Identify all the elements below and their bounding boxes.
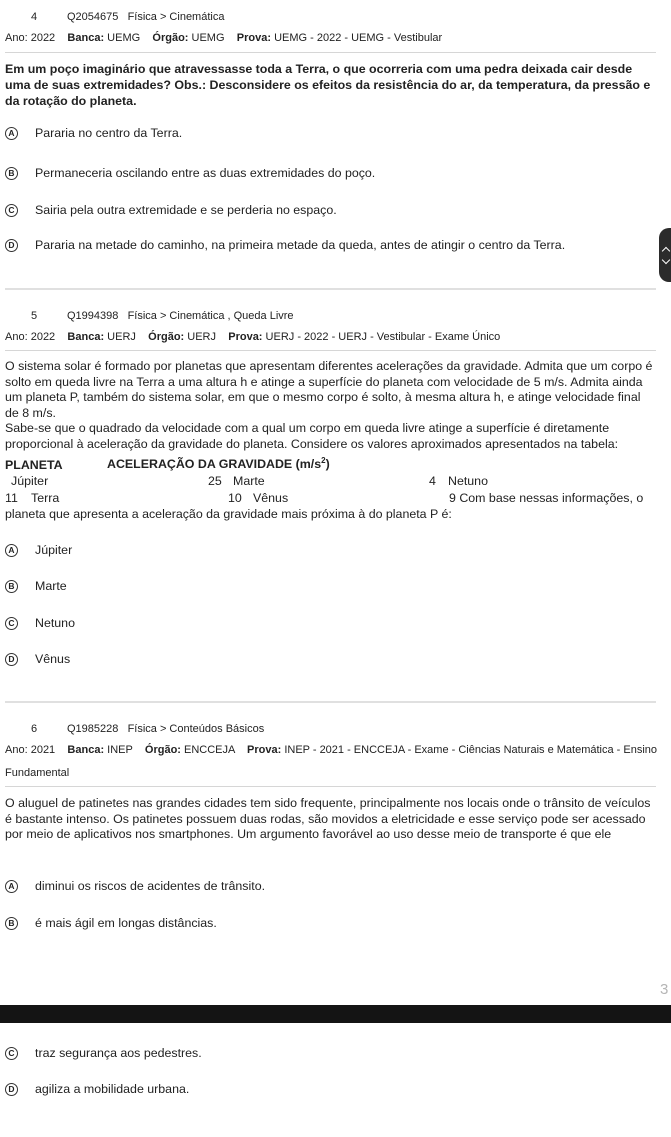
option-a[interactable] [5,542,72,558]
option-b[interactable] [5,915,217,931]
question-id-text[interactable]: Q2054675 [67,11,119,23]
table-cell: Terra [31,491,60,505]
option-a[interactable] [5,125,182,141]
question-stem: Em um poço imaginário que atravessasse toda a Terra, o que ocorreria com uma pedra deixada cair desde uma de suas extremidades? Obs.: Desconsidere os efeitos da resistência do ar, da temperatura, da pressão e da rotação do planeta. [5,62,651,108]
question-number: 6 [30,723,38,735]
question-id-text[interactable]: Q1985228 [67,723,119,735]
question-number: 4 [30,11,38,23]
option-a[interactable] [5,878,265,894]
table-cell: Vênus [253,491,289,505]
table-cell: Netuno [448,474,488,488]
table-cell: 4 [429,474,436,488]
option-text[interactable]: Júpiter [35,543,73,557]
question-meta: Ano: 2021 Banca: INEP Órgão: ENCCEJA Prova: INEP - 2021 - ENCCEJA - Exame - Ciências Naturais e Matemática - Ensino [5,744,658,756]
question-id[interactable] [67,11,224,23]
stem-paragraph: O sistema solar é formado por planetas que apresentam diferentes acelerações da gravidade. Admita que um corpo é solto em queda livre na Terra a uma altura h e atinge a superfície do planeta com velocidade de 5 m/s. Admita ainda um planeta P, também do sistema solar, em que o mesmo corpo é solto, à mesma altura h, e atinge velocidade final de 8 m/s. [5,359,653,420]
option-text[interactable]: Pararia no centro da Terra. [35,126,183,140]
question-subject[interactable]: Física > Cinemática , Queda Livre [127,310,294,322]
question-id[interactable] [67,723,264,735]
question-id-text[interactable]: Q1994398 [67,310,119,322]
stem-end: planeta que apresenta a aceleração da gravidade mais próxima à do planeta P é: [5,507,452,521]
divider [5,786,656,787]
option-letter[interactable]: D [5,239,18,252]
divider [5,52,656,53]
option-b[interactable] [5,165,375,181]
option-d[interactable] [5,1081,189,1097]
option-letter[interactable]: B [5,917,18,930]
table-header-planet: PLANETA [5,458,63,472]
stem-paragraph: Sabe-se que o quadrado da velocidade com a qual um corpo em queda livre atinge a superfície é diretamente proporcional à aceleração da gravidade do planeta. Considere os valores aproximados apresentados na tabela: [5,421,619,451]
option-text[interactable]: Marte [35,579,67,593]
table-cell: 9 Com base nessas informações, o [449,491,644,505]
table-cell: Júpiter [11,474,49,488]
chevron-down-icon [662,256,670,264]
option-b[interactable] [5,578,67,594]
option-text[interactable]: Vênus [35,652,71,666]
page-break-bar [0,1005,671,1023]
question-separator [5,288,656,290]
option-letter[interactable]: C [5,617,18,630]
option-letter[interactable]: C [5,204,18,217]
option-text[interactable]: Pararia na metade do caminho, na primeira metade da queda, antes de atingir o centro da Terra. [35,238,566,252]
table-header-acceleration: ACELERAÇÃO DA GRAVIDADE $(m/s^2)$ [107,456,330,472]
option-letter[interactable]: D [5,1083,18,1096]
option-letter[interactable]: A [5,544,18,557]
question-meta: Ano: 2022 Banca: UEMG Órgão: UEMG Prova: UEMG - 2022 - UEMG - Vestibular [5,32,443,44]
table-cell: 11 [5,491,18,505]
question-stem: O aluguel de patinetes nas grandes cidades tem sido frequente, principalmente nos locais onde o trânsito de veículos é bastante intenso. Os patinetes possuem duas rodas, são movidos a eletricidade e esse serviço pode ser acessado por meio de aplicativos nos smartphones. Um argumento favorável ao uso desse meio de transporte é que ele [5,796,651,841]
option-c[interactable] [5,615,75,631]
option-c[interactable] [5,202,337,218]
question-subject[interactable]: Física > Cinemática [127,11,225,23]
divider [5,350,656,351]
question-separator [5,701,656,703]
table-cell: 25 [208,474,222,488]
option-text[interactable]: agiliza a mobilidade urbana. [35,1082,190,1096]
option-text[interactable]: Netuno [35,616,75,630]
chevron-up-icon [662,247,670,255]
option-text[interactable]: Sairia pela outra extremidade e se perderia no espaço. [35,203,337,217]
table-cell: Marte [233,474,265,488]
option-c[interactable] [5,1045,202,1061]
question-subject[interactable]: Física > Conteúdos Básicos [127,723,265,735]
option-letter[interactable]: C [5,1047,18,1060]
question-meta: Ano: 2022 Banca: UERJ Órgão: UERJ Prova: UERJ - 2022 - UERJ - Vestibular - Exame Único [5,331,501,343]
option-letter[interactable]: A [5,127,18,140]
option-letter[interactable]: B [5,580,18,593]
option-text[interactable]: Permaneceria oscilando entre as duas extremidades do poço. [35,166,376,180]
question-id[interactable] [67,310,294,322]
option-letter[interactable]: D [5,653,18,666]
question-stem [5,359,655,452]
option-letter[interactable]: B [5,167,18,180]
page-indicator: 3 [660,981,669,998]
table-cell: 10 [228,491,242,505]
option-d[interactable] [5,237,565,253]
option-d[interactable] [5,651,70,667]
option-text[interactable]: diminui os riscos de acidentes de trânsito. [35,879,266,893]
question-meta-cont: Fundamental [5,767,70,779]
option-text[interactable]: é mais ágil em longas distâncias. [35,916,217,930]
option-text[interactable]: traz segurança aos pedestres. [35,1046,202,1060]
side-collapse-tab[interactable] [659,228,671,282]
option-letter[interactable]: A [5,880,18,893]
question-number: 5 [30,310,38,322]
